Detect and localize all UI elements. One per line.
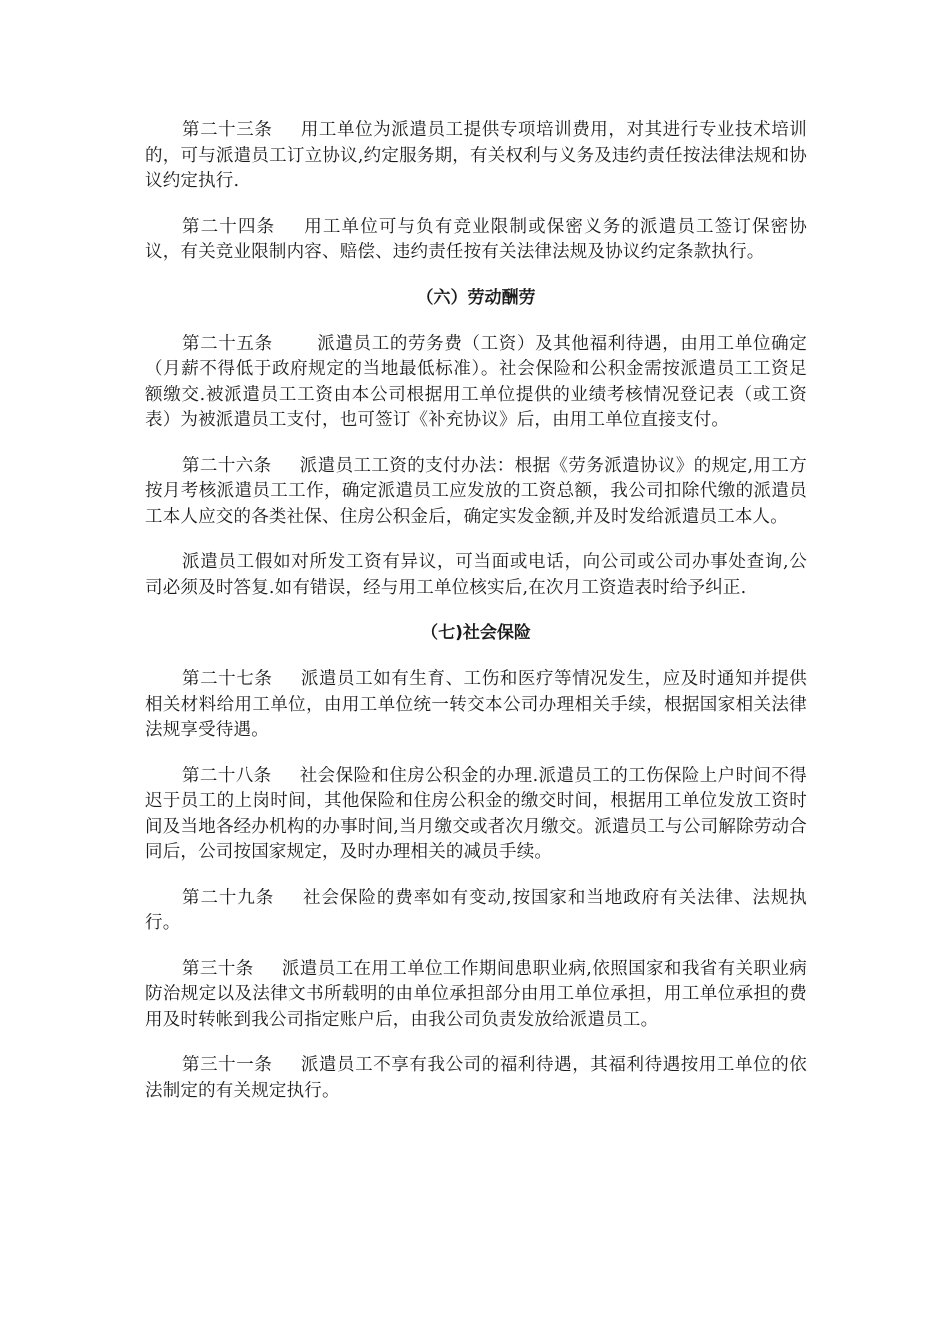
article-number: 第二十七条 xyxy=(182,669,273,689)
article-number: 第三十条 xyxy=(182,958,254,979)
article-30 xyxy=(145,957,807,1034)
article-number: 第二十四条 xyxy=(182,216,276,237)
article-number: 第二十六条 xyxy=(182,455,272,476)
salary-objection-paragraph: 派遣员工假如对所发工资有异议，可当面或电话，向公司或公司办事处查询,公司必须及时答复.如有错误，经与用工单位核实后,在次月工资造表时给予纠正. xyxy=(145,552,807,598)
article-text: 派遣员工的劳务费（工资）及其他福利待遇，由用工单位确定（月薪不得低于政府规定的当地最低标准）。社会保险和公积金需按派遣员工工资足额缴交.被派遣员工工资由本公司根据用工单位提供的业绩考核情况登记表（或工资表）为被派遣员工支付，也可签订《补充协议》后，由用工单位直接支付。 xyxy=(145,333,807,430)
article-number: 第二十八条 xyxy=(182,765,272,786)
article-29 xyxy=(145,886,807,937)
article-text: 社会保险的费率如有变动,按国家和当地政府有关法律、法规执行。 xyxy=(145,887,807,933)
article-26 xyxy=(145,454,807,531)
article-number: 第二十五条 xyxy=(182,333,273,354)
article-text: 派遣员工在用工单位工作期间患职业病,依照国家和我省有关职业病防治规定以及法律文书所载明的由单位承担部分由用工单位承担，用工单位承担的费用及时转帐到我公司指定账户后，由我公司负责发放给派遣员工。 xyxy=(145,958,807,1030)
article-text: 派遣员工工资的支付办法：根据《劳务派遣协议》的规定,用工方按月考核派遣员工工作，确定派遣员工应发放的工资总额，我公司扣除代缴的派遣员工本人应交的各类社保、住房公积金后，确定实发金额,并及时发给派遣员工本人。 xyxy=(145,455,808,527)
article-number: 第二十九条 xyxy=(182,887,275,908)
article-text: 用工单位可与负有竞业限制或保密义务的派遣员工签订保密协议，有关竞业限制内容、赔偿、违约责任按有关法律法规及协议约定条款执行。 xyxy=(145,216,807,262)
article-23 xyxy=(145,118,807,195)
article-text: 社会保险和住房公积金的办理.派遣员工的工伤保险上户时间不得迟于员工的上岗时间，其他保险和住房公积金的缴交时间，根据用工单位发放工资时间及当地各经办机构的办事时间,当月缴交或者次月缴交。派遣员工与公司解除劳动合同后，公司按国家规定，及时办理相关的减员手续。 xyxy=(145,765,808,862)
article-number: 第三十一条 xyxy=(182,1055,273,1075)
article-25 xyxy=(145,332,807,434)
article-24 xyxy=(145,215,807,266)
article-text: 用工单位为派遣员工提供专项培训费用，对其进行专业技术培训的，可与派遣员工订立协议,约定服务期，有关权利与义务及违约责任按法律法规和协议约定执行. xyxy=(145,120,807,191)
article-27 xyxy=(145,667,807,744)
article-28 xyxy=(145,764,807,866)
document-page xyxy=(145,118,807,1124)
article-text: 派遣员工不享有我公司的福利待遇，其福利待遇按用工单位的依法制定的有关规定执行。 xyxy=(145,1055,807,1101)
section-heading-labor-pay: （六）劳动酬劳 xyxy=(416,287,536,308)
article-31 xyxy=(145,1053,807,1104)
article-text: 派遣员工如有生育、工伤和医疗等情况发生，应及时通知并提供相关材料给用工单位，由用工单位统一转交本公司办理相关手续，根据国家相关法律法规享受待遇。 xyxy=(145,669,807,740)
article-number: 第二十三条 xyxy=(182,120,273,140)
section-heading-social-insurance: （七)社会保险 xyxy=(421,623,531,643)
